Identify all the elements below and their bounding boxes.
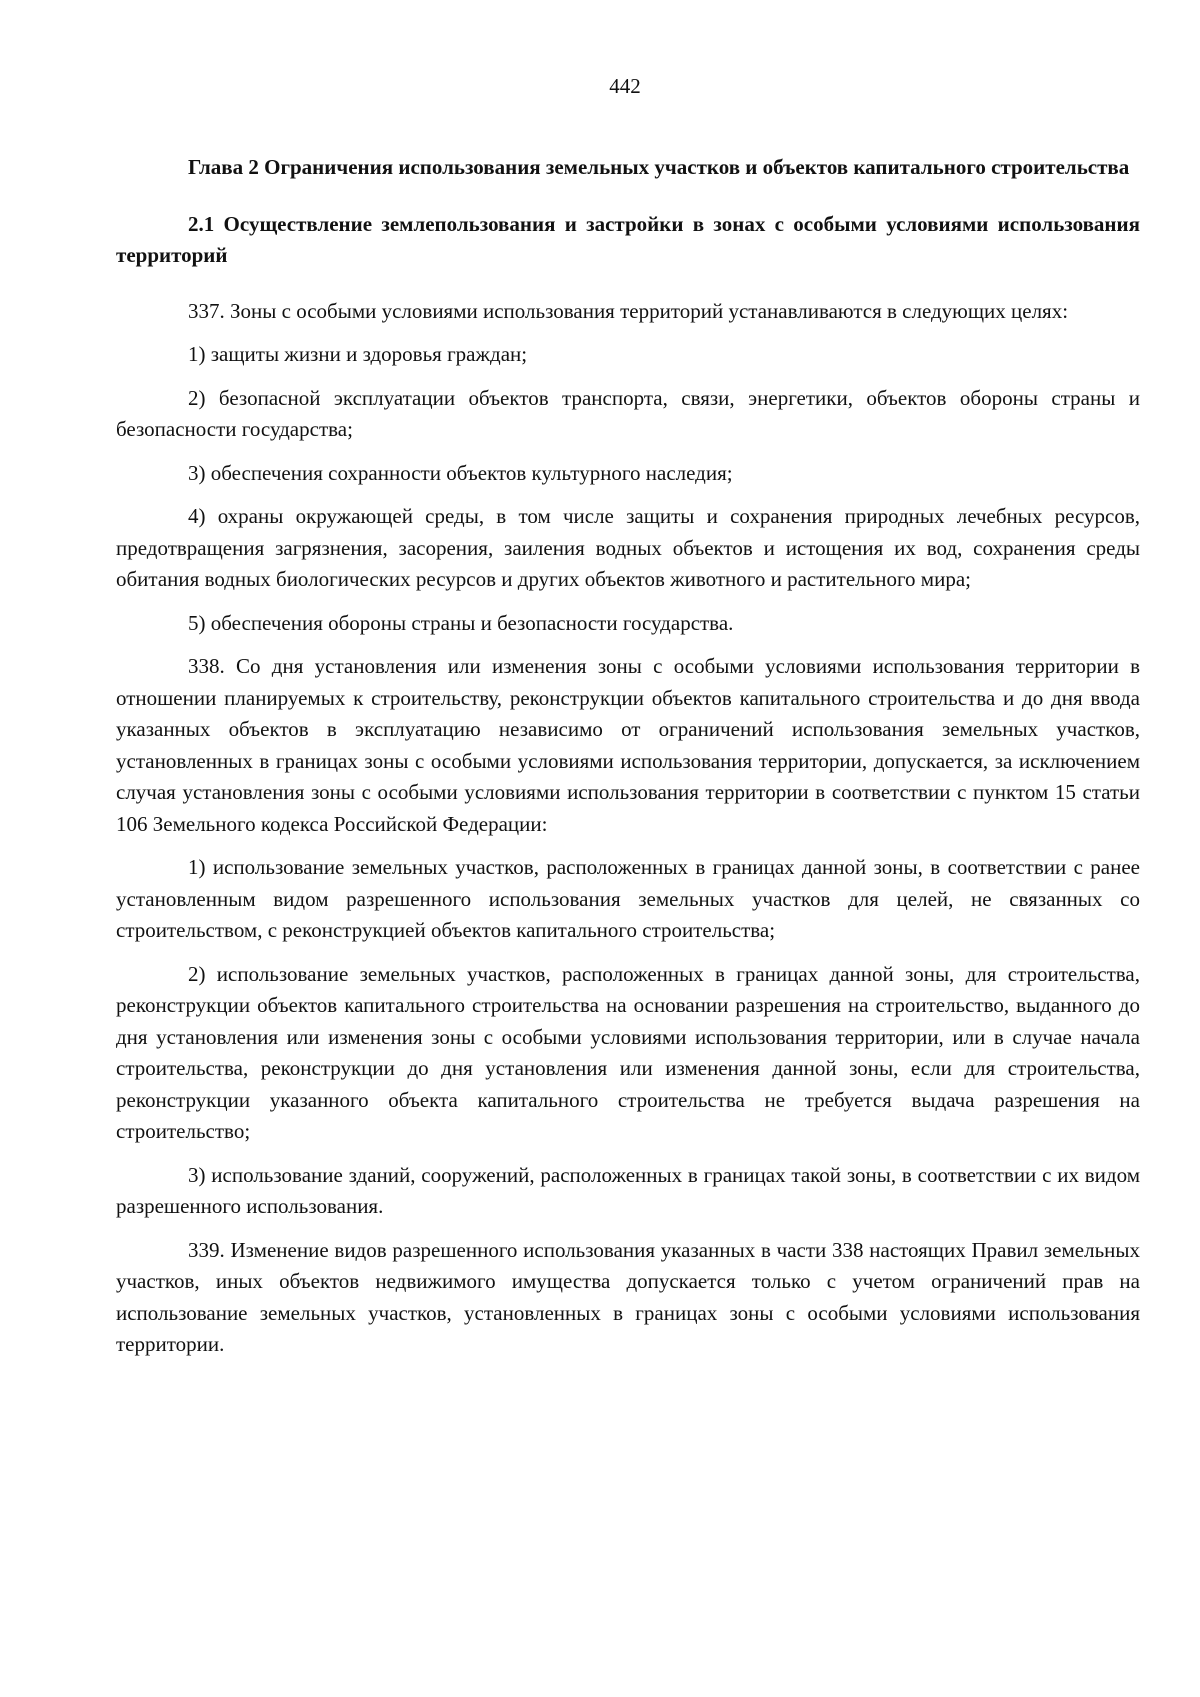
list-item-338-3: 3) использование зданий, сооружений, расположенных в границах такой зоны, в соответствии с их видом разрешенного использования. xyxy=(116,1162,1140,1218)
list-item-337-1: 1) защиты жизни и здоровья граждан; xyxy=(188,342,528,366)
page-number: 442 xyxy=(609,74,641,98)
chapter-heading: Глава 2 Ограничения использования земельных участков и объектов капитального строительства xyxy=(188,155,1130,179)
section-heading: 2.1 Осуществление землепользования и застройки в зонах с особыми условиями использования территорий xyxy=(116,211,1140,267)
list-item-337-4: 4) охраны окружающей среды, в том числе защиты и сохранения природных лечебных ресурсов, предотвращения загрязнения, засорения, заиления водных объектов и истощения их вод, сохранения среды обитания водных биологических ресурсов и других объектов животного и растительного мира; xyxy=(116,504,1140,591)
list-item-337-2: 2) безопасной эксплуатации объектов транспорта, связи, энергетики, объектов обороны страны и безопасности государства; xyxy=(116,385,1140,441)
paragraph-337: 337. Зоны с особыми условиями использования территорий устанавливаются в следующих целях: xyxy=(188,298,1069,323)
document-body xyxy=(116,152,1140,1373)
paragraph-339: 339. Изменение видов разрешенного использования указанных в части 338 настоящих Правил земельных участков, иных объектов недвижимого имущества допускается только с учетом ограничений прав на использование земельных участков, установленных в границах зоны с особыми условиями использования территории. xyxy=(116,1237,1140,1356)
list-item-338-2: 2) использование земельных участков, расположенных в границах данной зоны, для строительства, реконструкции объектов капитального строительства на основании разрешения на строительство, выданного до дня установления или изменения зоны с особыми условиями использования территории, или в случае начала строительства, реконструкции до дня установления или изменения данной зоны, если для строительства, реконструкции указанного объекта капитального строительства не требуется выдача разрешения на строительство; xyxy=(116,961,1140,1143)
paragraph-338: 338. Со дня установления или изменения зоны с особыми условиями использования территории в отношении планируемых к строительству, реконструкции объектов капитального строительства и до дня ввода указанных объектов в эксплуатацию независимо от ограничений использования земельных участков, установленных в границах зоны с особыми условиями использования территории, допускается, за исключением случая установления зоны с особыми условиями использования территории в соответствии с пунктом 15 статьи 106 Земельного кодекса Российской Федерации: xyxy=(116,654,1140,836)
list-item-337-5: 5) обеспечения обороны страны и безопасности государства. xyxy=(188,610,734,635)
list-item-337-3: 3) обеспечения сохранности объектов культурного наследия; xyxy=(188,460,733,485)
list-item-338-1: 1) использование земельных участков, расположенных в границах данной зоны, в соответствии с ранее установленным видом разрешенного использования земельных участков для целей, не связанных со строительством, с реконструкцией объектов капитального строительства; xyxy=(116,855,1140,942)
